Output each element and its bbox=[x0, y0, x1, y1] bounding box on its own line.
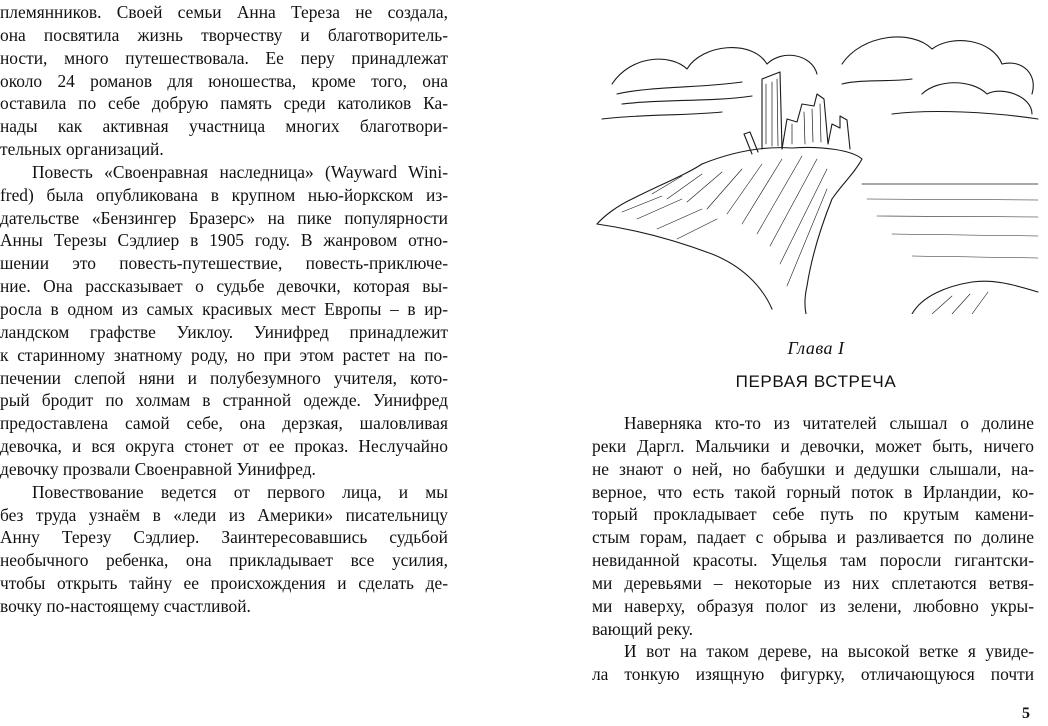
text-line: не знают о ней, но бабушки и дедушки слышали, на- bbox=[592, 458, 1034, 479]
text-line: fred) была опубликована в крупном нью-йоркском из- bbox=[0, 184, 448, 205]
text-line: около 24 романов для юношества, кроме того, она bbox=[0, 70, 448, 91]
text-line: И вот на таком дереве, на высокой ветке я увиде- bbox=[624, 641, 1034, 662]
page-number: 5 bbox=[1022, 705, 1030, 722]
right-paragraph-2 bbox=[592, 640, 1034, 686]
text-line: ландском графстве Уиклоу. Уинифред принадлежит bbox=[0, 321, 448, 342]
text-line: девочку прозвали Своенравной Уинифред. bbox=[0, 458, 316, 479]
castle-ruin-illustration bbox=[592, 24, 1040, 314]
left-paragraph-1 bbox=[0, 1, 448, 161]
text-line: дательстве «Бензингер Бразерс» на пике популярности bbox=[0, 207, 448, 228]
text-line: вочку по-настоящему счастливой. bbox=[0, 595, 251, 616]
text-line: росла в одном из самых красивых мест Европы – в ир- bbox=[0, 298, 448, 319]
text-line: чтобы открыть тайну ее происхождения и сделать де- bbox=[0, 573, 448, 594]
text-line: Анны Терезы Сэдлиер в 1905 году. В жанровом отно- bbox=[0, 230, 448, 251]
text-line: Повесть «Своенравная наследница» (Wayward Wini- bbox=[32, 161, 448, 182]
text-line: рый бродит по холмам в странной одежде. Уинифред bbox=[0, 390, 448, 411]
text-line: ла тонкую изящную фигурку, отличающуюся почти bbox=[592, 664, 1034, 685]
text-line: ние. Она рассказывает о судьбе девочки, которая вы- bbox=[0, 276, 448, 297]
right-page bbox=[592, 412, 1034, 686]
text-line: шении это повесть-путешествие, повесть-приключе- bbox=[0, 253, 448, 274]
text-line: девочка, и вся округа стонет от ее проказ. Неслучайно bbox=[0, 436, 448, 457]
text-line: ми наверху, образуя полог из зелени, любовно укры- bbox=[592, 595, 1034, 616]
text-line: без труда узнаём в «леди из Америки» писательницу bbox=[0, 504, 448, 525]
text-line: тельных организаций. bbox=[0, 139, 164, 160]
text-line: Анну Терезу Сэдлиер. Заинтересовавшись судьбой bbox=[0, 527, 448, 548]
text-line: торый прокладывает себе путь по крутым камени- bbox=[592, 504, 1034, 525]
text-line: вающий реку. bbox=[592, 618, 693, 639]
text-line: ности, много путешествовала. Ее перу принадлежат bbox=[0, 47, 448, 68]
left-paragraph-2 bbox=[0, 161, 448, 481]
text-line: она посвятила жизнь творчеству и благотворитель- bbox=[0, 24, 448, 45]
text-line: реки Даргл. Мальчики и девочки, может быть, ничего bbox=[592, 435, 1034, 456]
text-line: нады как активная участница многих благотвори- bbox=[0, 116, 448, 137]
chapter-title: ПЕРВАЯ ВСТРЕЧА bbox=[735, 372, 897, 391]
text-line: невиданной красоты. Ущелья там поросли гигантски- bbox=[592, 550, 1034, 571]
text-line: оставила по себе добрую память среди католиков Ка- bbox=[0, 93, 448, 114]
text-line: необычного ребенка, она прикладывает все усилия, bbox=[0, 550, 448, 571]
text-line: верное, что есть такой горный поток в Ирландии, ко- bbox=[592, 481, 1034, 502]
left-paragraph-3 bbox=[0, 481, 448, 618]
text-line: ми деревьями – некоторые из них сплетаются ветвя- bbox=[592, 572, 1034, 593]
text-line: племянников. Своей семьи Анна Тереза не создала, bbox=[0, 2, 448, 22]
text-line: стым горам, падает с обрыва и разливается по долине bbox=[592, 527, 1034, 548]
text-line: к старинному знатному роду, но при этом растет на по- bbox=[0, 344, 448, 365]
left-page bbox=[0, 1, 448, 618]
text-line: предоставлена самой себе, она дерзкая, шаловливая bbox=[0, 413, 448, 434]
text-line: Повествование ведется от первого лица, и мы bbox=[32, 481, 448, 502]
right-paragraph-1 bbox=[592, 412, 1034, 640]
chapter-label: Глава I bbox=[787, 338, 845, 358]
text-line: Наверняка кто-то из читателей слышал о долине bbox=[624, 413, 1034, 433]
text-line: печении слепой няни и полубезумного учителя, кото- bbox=[0, 367, 448, 388]
